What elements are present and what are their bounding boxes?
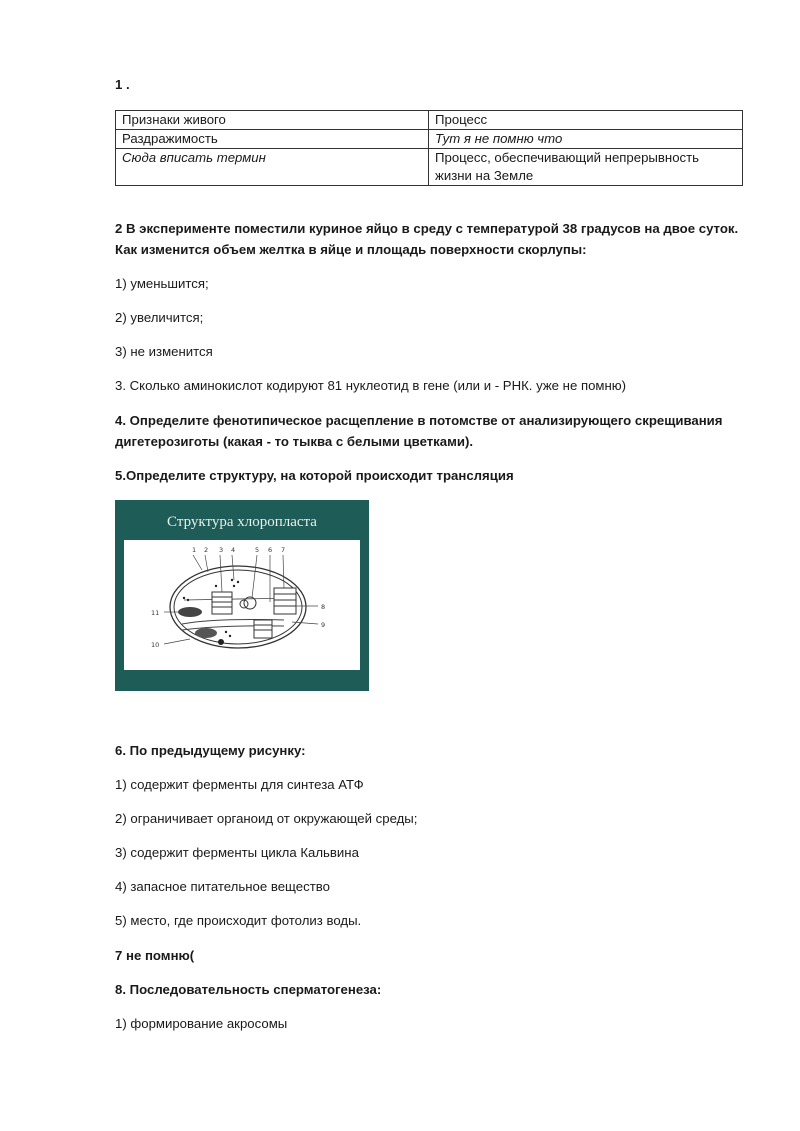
chloroplast-figure: [115, 500, 369, 691]
question-2-line-1: 2 В эксперименте поместили куриное яйцо в среду с температурой 38 градусов на двое суток.: [115, 221, 739, 236]
label-5: 5: [255, 546, 260, 554]
chloroplast-diagram: [124, 540, 360, 670]
question-6-heading: 6. По предыдущему рисунку:: [115, 743, 306, 758]
table-cell: Процесс, обеспечивающий непрерывность жизни на Земле: [429, 149, 743, 186]
label-7: 7: [281, 546, 286, 554]
label-8: 8: [321, 603, 326, 611]
question-2-line-2: Как изменится объем желтка в яйце и площадь поверхности скорлупы:: [115, 242, 587, 257]
label-10: 10: [151, 641, 160, 649]
question-6-option: 5) место, где происходит фотолиз воды.: [115, 913, 362, 928]
label-11: 11: [151, 609, 160, 617]
question-6-option: 2) ограничивает органоид от окружающей среды;: [115, 811, 418, 826]
table-cell: Признаки живого: [116, 111, 429, 130]
table-cell: Раздражимость: [116, 130, 429, 149]
table-row: [116, 130, 743, 149]
question-8-heading: 8. Последовательность сперматогенеза:: [115, 982, 382, 997]
label-9: 9: [321, 621, 326, 629]
question-4-line-1: 4. Определите фенотипическое расщепление в потомстве от анализирующего скрещивания: [115, 413, 723, 428]
table-cell: Процесс: [429, 111, 743, 130]
starch-grain: [195, 628, 217, 638]
granum: [274, 588, 296, 614]
figure-drawing-area: [124, 540, 360, 670]
table-row: [116, 149, 743, 186]
label-3: 3: [219, 546, 224, 554]
label-4: 4: [231, 546, 236, 554]
granum: [212, 592, 232, 614]
label-2: 2: [204, 546, 209, 554]
label-1: 1: [192, 546, 197, 554]
label-6: 6: [268, 546, 273, 554]
question-1-number: 1 .: [115, 77, 130, 92]
granum: [254, 620, 272, 638]
question-2-option: 1) уменьшится;: [115, 276, 209, 291]
question-4-line-2: дигетерозиготы (какая - то тыква с белыми цветками).: [115, 434, 474, 449]
question-5: 5.Определите структуру, на которой происходит трансляция: [115, 468, 514, 483]
table-cell: Сюда вписать термин: [116, 149, 429, 186]
starch-grain: [178, 607, 202, 617]
lipid-droplet: [218, 639, 224, 645]
figure-title: Структура хлоропласта: [167, 514, 317, 530]
question-6-option: 1) содержит ферменты для синтеза АТФ: [115, 777, 364, 792]
question-7: 7 не помню(: [115, 948, 195, 963]
table-row: [116, 111, 743, 130]
question-3: 3. Сколько аминокислот кодируют 81 нуклеотид в гене (или и - РНК. уже не помню): [115, 378, 627, 393]
table-cell: Тут я не помню что: [429, 130, 743, 149]
traits-table: [115, 110, 743, 186]
question-6-option: 4) запасное питательное вещество: [115, 879, 330, 894]
question-2-option: 2) увеличится;: [115, 310, 204, 325]
question-2-option: 3) не изменится: [115, 344, 213, 359]
question-6-option: 3) содержит ферменты цикла Кальвина: [115, 845, 359, 860]
question-8-option: 1) формирование акросомы: [115, 1016, 288, 1031]
